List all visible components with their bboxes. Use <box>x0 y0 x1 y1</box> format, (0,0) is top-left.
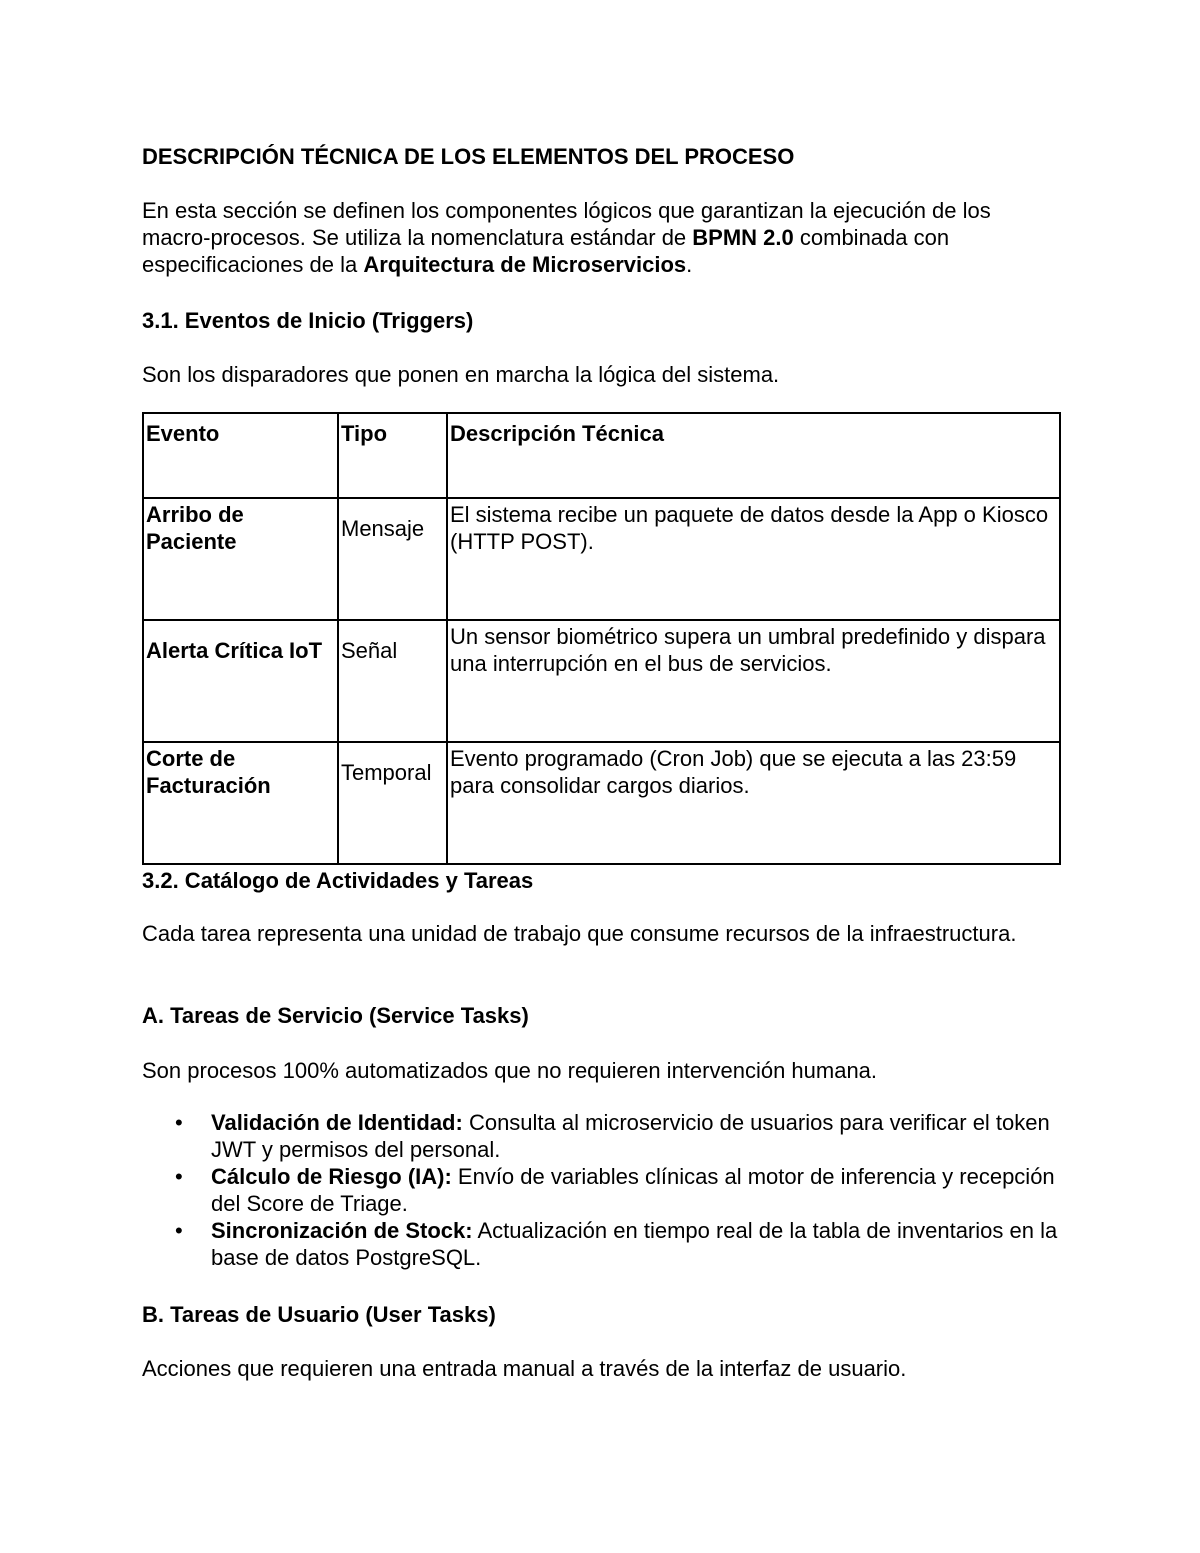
intro-bold-bpmn: BPMN 2.0 <box>692 225 794 250</box>
cell-tipo: Señal <box>338 620 447 742</box>
header-descripcion: Descripción Técnica <box>447 413 1060 498</box>
table-row <box>143 620 1060 742</box>
list-item <box>142 1217 1060 1271</box>
cell-evento: Arribo de Paciente <box>143 498 338 620</box>
section-3-2-heading: 3.2. Catálogo de Actividades y Tareas <box>142 868 534 893</box>
intro-bold-architecture: Arquitectura de Microservicios <box>363 252 687 277</box>
cell-descripcion: Un sensor biométrico supera un umbral predefinido y dispara una interrupción en el bus de servicios. <box>447 620 1060 742</box>
section-b-heading: B. Tareas de Usuario (User Tasks) <box>142 1302 496 1327</box>
list-item-text: Envío de variables clínicas al motor de inferencia y recepción del Score de Triage. <box>211 1164 1055 1216</box>
intro-text-3: . <box>686 252 693 277</box>
cell-evento: Corte de Facturación <box>143 742 338 864</box>
document-title: DESCRIPCIÓN TÉCNICA DE LOS ELEMENTOS DEL PROCESO <box>142 144 795 169</box>
table-row <box>143 742 1060 864</box>
cell-tipo: Mensaje <box>338 498 447 620</box>
intro-text-1: En esta sección se definen los componentes lógicos que garantizan la ejecución de los macro-procesos. Se utiliza la nomenclatura estándar de <box>142 198 991 250</box>
header-tipo: Tipo <box>338 413 447 498</box>
table-header-row <box>143 413 1060 498</box>
intro-paragraph <box>142 197 1060 278</box>
section-3-1-heading: 3.1. Eventos de Inicio (Triggers) <box>142 308 474 333</box>
header-evento: Evento <box>143 413 338 498</box>
list-item-label: Cálculo de Riesgo (IA): <box>211 1164 452 1189</box>
list-item-label: Validación de Identidad: <box>211 1110 463 1135</box>
cell-evento: Alerta Crítica IoT <box>143 620 338 742</box>
list-item-text: Actualización en tiempo real de la tabla de inventarios en la base de datos PostgreSQL. <box>211 1218 1058 1270</box>
section-b-text: Acciones que requieren una entrada manual a través de la interfaz de usuario. <box>142 1356 907 1381</box>
list-item <box>142 1109 1060 1163</box>
events-table <box>142 412 1061 865</box>
list-item-text: Consulta al microservicio de usuarios para verificar el token JWT y permisos del personal. <box>211 1110 1050 1162</box>
list-item <box>142 1163 1060 1217</box>
service-tasks-list <box>142 1109 1060 1271</box>
section-3-2-text: Cada tarea representa una unidad de trabajo que consume recursos de la infraestructura. <box>142 921 1017 946</box>
bullet-icon: • <box>175 1218 183 1243</box>
bullet-icon: • <box>175 1164 183 1189</box>
table-row <box>143 498 1060 620</box>
cell-descripcion: Evento programado (Cron Job) que se ejecuta a las 23:59 para consolidar cargos diarios. <box>447 742 1060 864</box>
bullet-icon: • <box>175 1110 183 1135</box>
intro-text-2: combinada con especificaciones de la <box>142 225 950 277</box>
cell-tipo: Temporal <box>338 742 447 864</box>
list-item-label: Sincronización de Stock: <box>211 1218 473 1243</box>
section-a-text: Son procesos 100% automatizados que no requieren intervención humana. <box>142 1058 878 1083</box>
cell-descripcion: El sistema recibe un paquete de datos desde la App o Kiosco (HTTP POST). <box>447 498 1060 620</box>
section-a-heading: A. Tareas de Servicio (Service Tasks) <box>142 1003 529 1028</box>
section-3-1-text: Son los disparadores que ponen en marcha la lógica del sistema. <box>142 362 780 387</box>
